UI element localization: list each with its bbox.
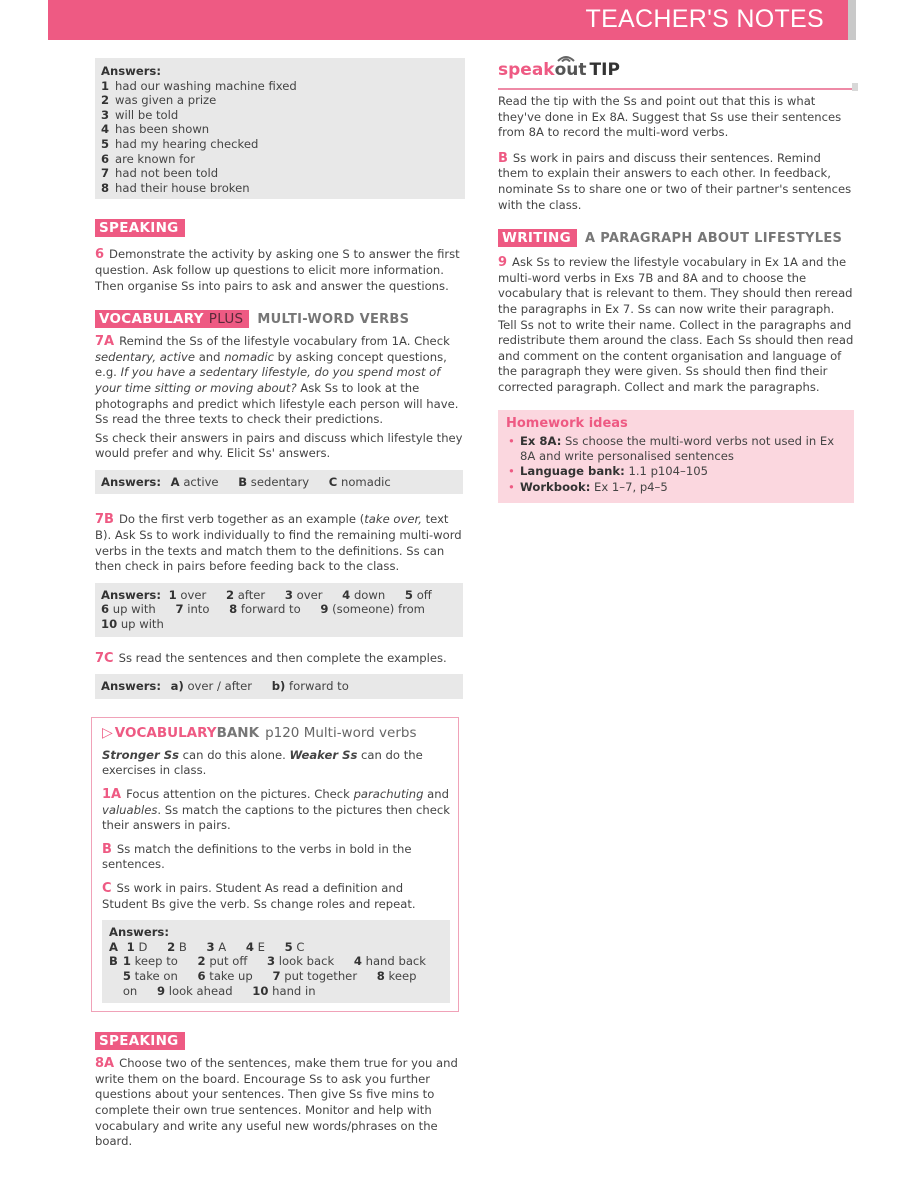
section-label-speaking: SPEAKING	[95, 1032, 185, 1050]
section-label-speaking: SPEAKING	[95, 219, 185, 237]
vocabulary-bank-box	[91, 717, 459, 1012]
vocabulary-bank-page-ref: p120 Multi-word verbs	[265, 724, 417, 741]
section-label-writing: WRITING	[498, 229, 577, 247]
exercise-6-text: 6 Demonstrate the activity by asking one S to answer the first question. Ask follow up questions to elicit more information. Then organise Ss into pairs to ask and answer the questions.	[95, 247, 460, 293]
homework-list	[506, 434, 846, 496]
exercise-8b-text: B Ss work in pairs and discuss their sentences. Remind them to explain their answers to each other. In feedback, nominate Ss to share one or two of their partner's sentences with the class.	[498, 150, 852, 212]
section-subtitle: MULTI-WORD VERBS	[257, 312, 410, 328]
section-subtitle: A PARAGRAPH ABOUT LIFESTYLES	[585, 231, 843, 247]
speaking-section-2	[95, 1030, 463, 1150]
play-triangle-icon: ▷	[102, 724, 113, 741]
tip-label: TIP	[589, 60, 620, 80]
answer-item: 5 had my hearing checked	[101, 136, 259, 151]
decorative-square	[852, 83, 858, 91]
speakout-logo-speak: speak	[498, 60, 555, 80]
answers-row-a: A 1 D 2 B 3 A 4 E 5 C	[109, 939, 305, 954]
answers-box-7a: Answers: A active B sedentary C nomadic	[95, 470, 463, 495]
right-column	[498, 60, 854, 503]
homework-title: Homework ideas	[506, 415, 628, 431]
speakout-tip-text: Read the tip with the Ss and point out that this is what they've done in Ex 8A. Suggest that Ss use their sentences from 8A to record the multi-word verbs.	[498, 94, 842, 140]
exercise-7a-text: 7A Remind the Ss of the lifestyle vocabulary from 1A. Check sedentary, active and nomadic by asking concept questions, e.g. If you have a sedentary lifestyle, do you spend most of your time sitting or moving about? Ask Ss to look at the photographs and predict which lifestyle each person will have. Ss read the three texts to check their predictions.	[95, 334, 459, 427]
homework-ideas-box	[498, 410, 854, 504]
answer-item: 1 had our washing machine fixed	[101, 78, 297, 93]
vocabulary-bank-ex-1a: 1A Focus attention on the pictures. Check parachuting and valuables. Ss match the captions to the pictures then check their answers in pairs.	[102, 787, 450, 833]
writing-section	[498, 227, 854, 395]
speakout-logo-out: out	[555, 60, 587, 80]
left-column	[95, 58, 463, 1150]
vocabulary-bank-title: ▷ VOCABULARYBANK p120 Multi-word verbs	[102, 724, 417, 741]
homework-item: • Ex 8A: Ss choose the multi-word verbs not used in Ex 8A and write personalised sentences	[506, 434, 846, 465]
vocabulary-bank-answers: Answers: A 1 D 2 B 3 A 4 E 5 C B 1 keep to 2 put off 3 look back 4 hand back 5 take on 6 take up 7 put together 8 keep on 9 look ahead 10 hand in	[102, 920, 450, 1003]
answers-box-passive	[95, 58, 465, 199]
homework-item: • Workbook: Ex 1–7, p4–5	[506, 480, 846, 495]
broadcast-waves-icon	[555, 52, 577, 62]
speaking-section-1	[95, 217, 463, 294]
page-title: TEACHER'S NOTES	[585, 5, 824, 33]
answers-box-7b: Answers: 1 over 2 after 3 over 4 down 5 off 6 up with 7 into 8 forward to 9 (someone) from 10 up with	[95, 583, 463, 637]
answer-item: 4 has been shown	[101, 122, 210, 137]
exercise-7a-followup: Ss check their answers in pairs and discuss which lifestyle they would prefer and why. Elicit Ss' answers.	[95, 430, 463, 461]
exercise-9-text: 9 Ask Ss to review the lifestyle vocabulary in Ex 1A and the multi-word verbs in Exs 7B and 8A and to choose the vocabulary that is relevant to them. They should then reread the paragraphs in Ex 7. Ss can now write their paragraph. Tell Ss not to write their name. Collect in the paragraphs and redistribute them around the class. Each Ss should then read and comment on the content organisation and language of the paragraph they were given. Ss should then find their corrected paragraph. Collect and mark the paragraphs.	[498, 255, 854, 394]
vocabulary-bank-intro: Stronger Ss can do this alone. Weaker Ss can do the exercises in class.	[102, 747, 423, 778]
answer-item: 6 are known for	[101, 151, 196, 166]
answer-item: 3 will be told	[101, 107, 179, 122]
exercise-8a-text: 8A Choose two of the sentences, make them true for you and write them on the board. Encourage Ss to ask you further questions about your sentences. Then give Ss five mins to complete their own true sentences. Monitor and help with vocabulary and write any useful new words/phrases on the board.	[95, 1056, 458, 1149]
exercise-7c-text: 7C Ss read the sentences and then complete the examples.	[95, 650, 447, 666]
header-edge-stripe	[848, 0, 856, 40]
answer-item: 8 had their house broken	[101, 180, 250, 195]
section-label-vocabulary-plus: VOCABULARY PLUS	[95, 310, 249, 328]
header-bar	[48, 0, 848, 40]
answers-box-7c: Answers: a) over / after b) forward to	[95, 674, 463, 699]
answers-row-b: B 1 keep to 2 put off 3 look back 4 hand back 5 take on 6 take up 7 put together 8 keep on 9 look ahead 10 hand in	[109, 954, 427, 998]
homework-item: • Language bank: 1.1 p104–105	[506, 464, 846, 479]
speakout-tip-header	[498, 60, 854, 90]
vocabulary-bank-ex-b: B Ss match the definitions to the verbs in bold in the sentences.	[102, 841, 412, 872]
answer-item: 7 had not been told	[101, 166, 219, 181]
exercise-7b-text: 7B Do the first verb together as an example (take over, text B). Ask Ss to work individually to find the remaining multi-word verbs in the texts and match them to the definitions. Ss can then check in pairs before feeding back to the class.	[95, 512, 462, 574]
answers-title: Answers:	[101, 64, 161, 78]
answer-item: 2 was given a prize	[101, 93, 217, 108]
vocabulary-plus-section	[95, 308, 463, 699]
vocabulary-bank-ex-c: C Ss work in pairs. Student As read a definition and Student Bs give the verb. Ss change roles and repeat.	[102, 880, 416, 911]
